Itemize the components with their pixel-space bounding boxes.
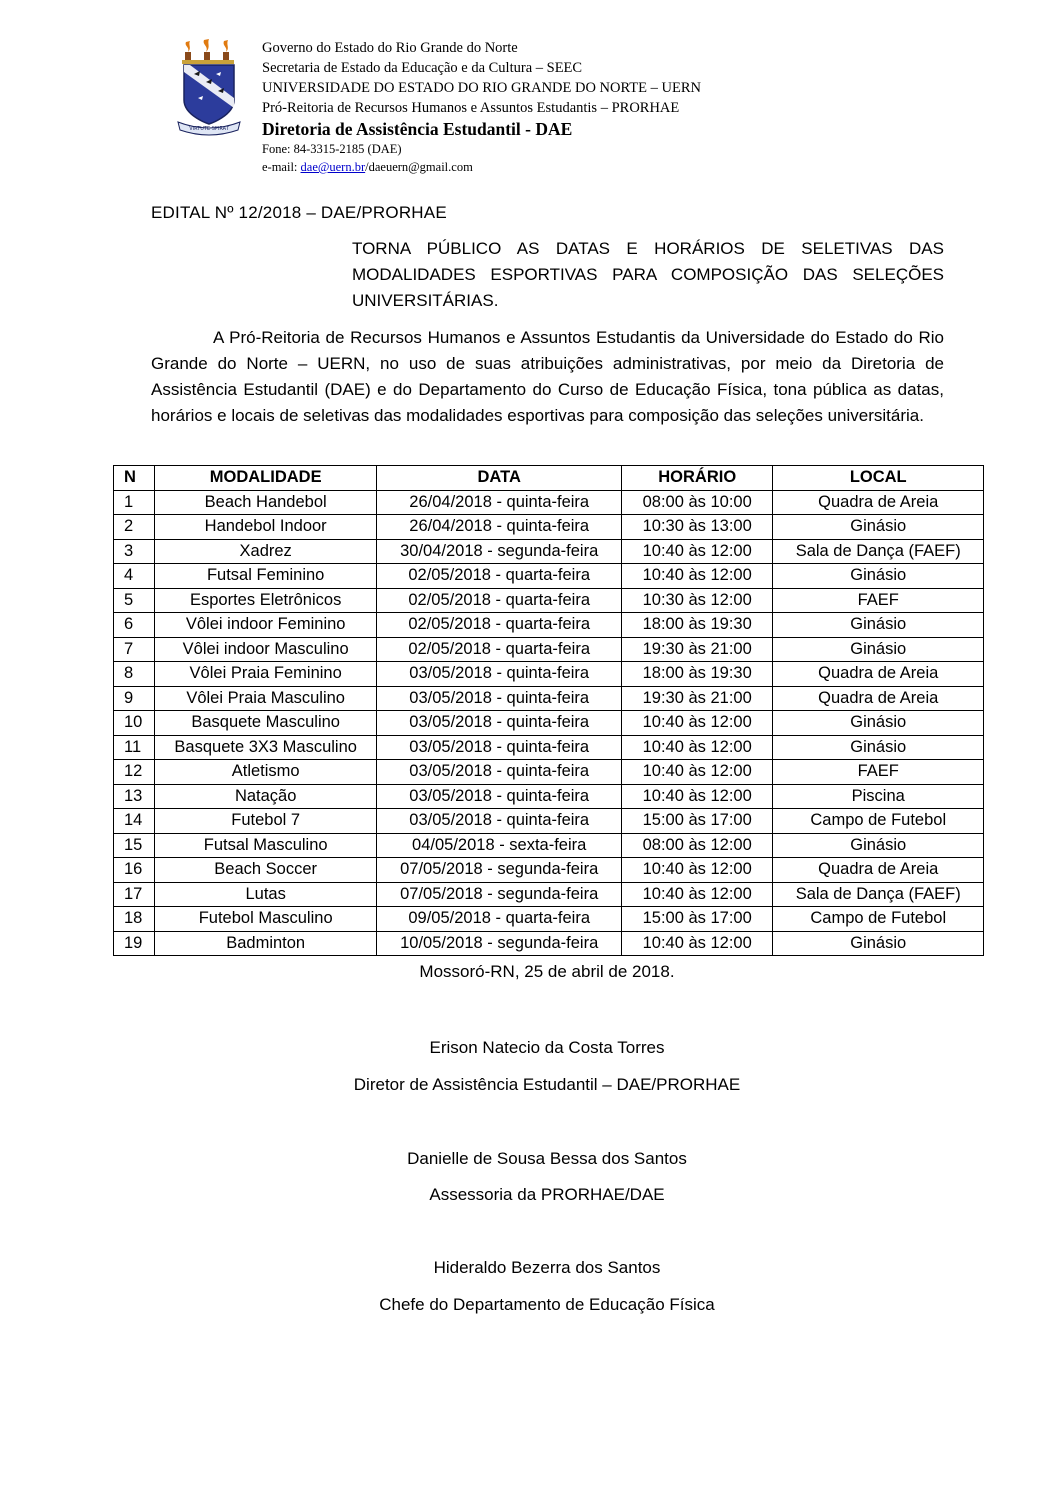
table-row (114, 931, 984, 956)
cell-n: 10 (114, 711, 155, 736)
cell-n: 12 (114, 760, 155, 785)
letterhead-line-university: UNIVERSIDADE DO ESTADO DO RIO GRANDE DO NORTE – UERN (262, 80, 701, 96)
cell-data: 02/05/2018 - quarta-feira (377, 637, 621, 662)
cell-local: FAEF (773, 588, 984, 613)
table-row (114, 637, 984, 662)
cell-horario: 19:30 às 21:00 (621, 686, 773, 711)
cell-modalidade: Esportes Eletrônicos (154, 588, 377, 613)
table-row (114, 735, 984, 760)
table-row (114, 882, 984, 907)
letterhead-line-secretariat: Secretaria de Estado da Educação e da Cultura – SEEC (262, 60, 583, 76)
table-row (114, 784, 984, 809)
table-row (114, 858, 984, 883)
table-row (114, 833, 984, 858)
signature-3-role: Chefe do Departamento de Educação Física (379, 1295, 715, 1314)
cell-local: Ginásio (773, 735, 984, 760)
signature-1-name: Erison Natecio da Costa Torres (429, 1038, 665, 1057)
cell-data: 03/05/2018 - quinta-feira (377, 735, 621, 760)
cell-data: 03/05/2018 - quinta-feira (377, 760, 621, 785)
cell-modalidade: Basquete 3X3 Masculino (154, 735, 377, 760)
cell-horario: 15:00 às 17:00 (621, 809, 773, 834)
letterhead (262, 38, 701, 176)
header-modalidade: MODALIDADE (154, 466, 377, 491)
cell-horario: 10:40 às 12:00 (621, 711, 773, 736)
table-row (114, 515, 984, 540)
cell-n: 13 (114, 784, 155, 809)
cell-horario: 10:40 às 12:00 (621, 539, 773, 564)
cell-horario: 10:40 às 12:00 (621, 564, 773, 589)
table-row (114, 711, 984, 736)
cell-modalidade: Futsal Feminino (154, 564, 377, 589)
cell-n: 14 (114, 809, 155, 834)
cell-n: 16 (114, 858, 155, 883)
cell-n: 8 (114, 662, 155, 687)
letterhead-directorate: Diretoria de Assistência Estudantil - DAE (262, 119, 573, 139)
cell-data: 07/05/2018 - segunda-feira (377, 858, 621, 883)
cell-n: 2 (114, 515, 155, 540)
cell-data: 03/05/2018 - quinta-feira (377, 809, 621, 834)
cell-local: Ginásio (773, 711, 984, 736)
logo-motto: VIRTUTE SPIRAT (189, 126, 229, 132)
cell-modalidade: Beach Soccer (154, 858, 377, 883)
cell-modalidade: Basquete Masculino (154, 711, 377, 736)
cell-data: 07/05/2018 - segunda-feira (377, 882, 621, 907)
table-header-row (114, 466, 984, 491)
cell-data: 26/04/2018 - quinta-feira (377, 515, 621, 540)
cell-local: Ginásio (773, 637, 984, 662)
cell-n: 1 (114, 490, 155, 515)
cell-local: Ginásio (773, 564, 984, 589)
schedule-table (113, 465, 984, 956)
table-row (114, 588, 984, 613)
cell-horario: 08:00 às 10:00 (621, 490, 773, 515)
edital-summary: TORNA PÚBLICO AS DATAS E HORÁRIOS DE SELETIVAS DAS MODALIDADES ESPORTIVAS PARA COMPOSIÇÃO DAS SELEÇÕES UNIVERSITÁRIAS. (352, 239, 944, 310)
email-suffix: /daeuern@gmail.com (365, 160, 473, 174)
cell-modalidade: Vôlei indoor Masculino (154, 637, 377, 662)
cell-data: 03/05/2018 - quinta-feira (377, 711, 621, 736)
letterhead-line-pro-rectorate: Pró-Reitoria de Recursos Humanos e Assuntos Estudantis – PRORHAE (262, 100, 680, 116)
cell-modalidade: Handebol Indoor (154, 515, 377, 540)
cell-local: Campo de Futebol (773, 907, 984, 932)
cell-data: 04/05/2018 - sexta-feira (377, 833, 621, 858)
cell-local: Campo de Futebol (773, 809, 984, 834)
cell-n: 5 (114, 588, 155, 613)
cell-local: Ginásio (773, 613, 984, 638)
signature-3-name: Hideraldo Bezerra dos Santos (433, 1258, 661, 1277)
cell-local: Quadra de Areia (773, 490, 984, 515)
cell-horario: 10:40 às 12:00 (621, 735, 773, 760)
table-row (114, 613, 984, 638)
date-line: Mossoró-RN, 25 de abril de 2018. (419, 962, 675, 981)
cell-n: 11 (114, 735, 155, 760)
uern-coat-of-arms-logo (176, 38, 242, 138)
cell-data: 03/05/2018 - quinta-feira (377, 662, 621, 687)
cell-local: Ginásio (773, 931, 984, 956)
cell-data: 30/04/2018 - segunda-feira (377, 539, 621, 564)
cell-horario: 10:40 às 12:00 (621, 784, 773, 809)
cell-local: Quadra de Areia (773, 858, 984, 883)
schedule-table-body (114, 490, 984, 956)
table-row (114, 564, 984, 589)
letterhead-phone: Fone: 84-3315-2185 (DAE) (262, 142, 402, 156)
cell-modalidade: Lutas (154, 882, 377, 907)
cell-modalidade: Badminton (154, 931, 377, 956)
cell-local: Sala de Dança (FAEF) (773, 882, 984, 907)
signature-2-role: Assessoria da PRORHAE/DAE (429, 1185, 665, 1204)
cell-horario: 18:00 às 19:30 (621, 613, 773, 638)
edital-title: EDITAL Nº 12/2018 – DAE/PRORHAE (151, 203, 447, 222)
table-row (114, 539, 984, 564)
cell-n: 17 (114, 882, 155, 907)
cell-local: Piscina (773, 784, 984, 809)
cell-data: 03/05/2018 - quinta-feira (377, 686, 621, 711)
table-row (114, 662, 984, 687)
cell-horario: 19:30 às 21:00 (621, 637, 773, 662)
table-row (114, 490, 984, 515)
cell-local: Quadra de Areia (773, 686, 984, 711)
cell-n: 19 (114, 931, 155, 956)
cell-data: 10/05/2018 - segunda-feira (377, 931, 621, 956)
cell-modalidade: Atletismo (154, 760, 377, 785)
cell-horario: 10:40 às 12:00 (621, 760, 773, 785)
cell-horario: 15:00 às 17:00 (621, 907, 773, 932)
header-horario: HORÁRIO (621, 466, 773, 491)
cell-modalidade: Futebol 7 (154, 809, 377, 834)
table-row (114, 907, 984, 932)
cell-horario: 10:40 às 12:00 (621, 858, 773, 883)
table-row (114, 760, 984, 785)
cell-horario: 08:00 às 12:00 (621, 833, 773, 858)
cell-horario: 10:30 às 13:00 (621, 515, 773, 540)
cell-data: 02/05/2018 - quarta-feira (377, 613, 621, 638)
cell-modalidade: Futsal Masculino (154, 833, 377, 858)
cell-local: Quadra de Areia (773, 662, 984, 687)
cell-n: 7 (114, 637, 155, 662)
cell-data: 26/04/2018 - quinta-feira (377, 490, 621, 515)
cell-local: FAEF (773, 760, 984, 785)
letterhead-line-government: Governo do Estado do Rio Grande do Norte (262, 40, 518, 56)
cell-horario: 10:40 às 12:00 (621, 931, 773, 956)
edital-paragraph: A Pró-Reitoria de Recursos Humanos e Assuntos Estudantis da Universidade do Estado do Rio Grande do Norte – UERN, no uso de suas atribuições administrativas, por meio da Diretoria de Assistência Estudantil (DAE) e do Departamento do Curso de Educação Física, tona pública as datas, horários e locais de seletivas das modalidades esportivas para composição das seleções universitária. (151, 328, 944, 425)
cell-horario: 18:00 às 19:30 (621, 662, 773, 687)
cell-modalidade: Vôlei Praia Masculino (154, 686, 377, 711)
cell-data: 09/05/2018 - quarta-feira (377, 907, 621, 932)
cell-horario: 10:40 às 12:00 (621, 882, 773, 907)
cell-modalidade: Vôlei indoor Feminino (154, 613, 377, 638)
cell-local: Ginásio (773, 515, 984, 540)
cell-local: Ginásio (773, 833, 984, 858)
cell-modalidade: Natação (154, 784, 377, 809)
cell-n: 15 (114, 833, 155, 858)
cell-n: 9 (114, 686, 155, 711)
cell-data: 02/05/2018 - quarta-feira (377, 588, 621, 613)
signature-2-name: Danielle de Sousa Bessa dos Santos (407, 1149, 687, 1168)
cell-horario: 10:30 às 12:00 (621, 588, 773, 613)
header-n: N (114, 466, 155, 491)
cell-modalidade: Futebol Masculino (154, 907, 377, 932)
cell-n: 18 (114, 907, 155, 932)
cell-data: 03/05/2018 - quinta-feira (377, 784, 621, 809)
cell-n: 3 (114, 539, 155, 564)
email-prefix: e-mail: (262, 160, 301, 174)
table-row (114, 809, 984, 834)
cell-modalidade: Beach Handebol (154, 490, 377, 515)
signature-1-role: Diretor de Assistência Estudantil – DAE/PRORHAE (353, 1075, 741, 1094)
cell-n: 4 (114, 564, 155, 589)
cell-n: 6 (114, 613, 155, 638)
cell-modalidade: Vôlei Praia Feminino (154, 662, 377, 687)
letterhead-email (262, 158, 701, 176)
table-row (114, 686, 984, 711)
cell-data: 02/05/2018 - quarta-feira (377, 564, 621, 589)
header-data: DATA (377, 466, 621, 491)
cell-local: Sala de Dança (FAEF) (773, 539, 984, 564)
header-local: LOCAL (773, 466, 984, 491)
email-link[interactable]: dae@uern.br (300, 160, 366, 174)
cell-modalidade: Xadrez (154, 539, 377, 564)
